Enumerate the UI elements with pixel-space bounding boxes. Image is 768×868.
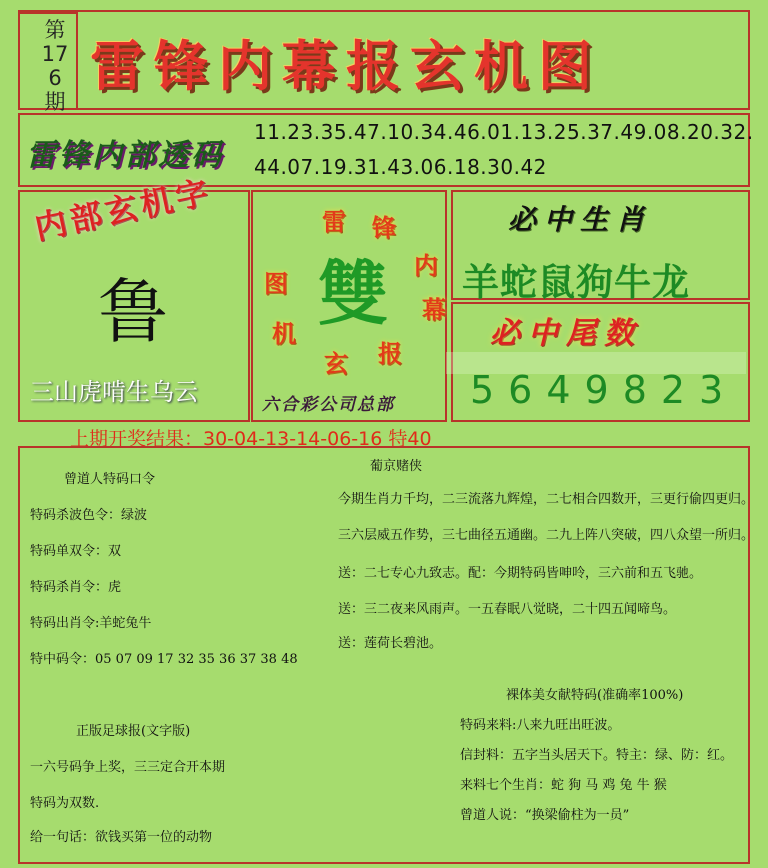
right-heading: 葡京赌侠 <box>370 459 423 474</box>
left-heading: 曾道人特码口令 <box>64 472 156 487</box>
left-item-3: 特码杀肖令：虎 <box>30 580 122 595</box>
beauty-line-1: 特码来料:八来九旺出旺波。 <box>460 718 621 733</box>
tail-title: 必中尾数 <box>490 316 642 351</box>
ring-center-char: 雙 <box>318 253 388 335</box>
zodiac-list: 羊蛇鼠狗牛龙 <box>462 261 690 304</box>
ring-footer: 六合彩公司总部 <box>262 395 395 415</box>
left-item-4: 特码出肖令:羊蛇兔牛 <box>30 616 152 631</box>
right-line-2: 三六层威五作势，三七曲径五通幽。二九上阵八突破，四八众望一所归。 <box>338 528 755 543</box>
beauty-line-3: 来料七个生肖：蛇 狗 马 鸡 兔 牛 猴 <box>460 778 667 793</box>
right-line-4: 送：三二夜来风雨声。一五春眠八觉晓，二十四五闻啼鸟。 <box>338 602 677 617</box>
right-line-3: 送：二七专心九致志。配：今期特码皆呻呤，三六前和五飞驰。 <box>338 566 703 581</box>
ring-char-2: 锋 <box>372 213 396 242</box>
beauty-line-2: 信封料：五字当头居天下。特主：绿、防：红。 <box>460 748 734 763</box>
tail-list: 5649823 <box>470 368 738 412</box>
beauty-heading: 裸体美女献特码(准确率100%) <box>506 688 684 703</box>
issue-label: 第176期 <box>41 18 69 114</box>
numbers-label: 雷锋内部透码 <box>26 138 224 173</box>
left-item-2: 特码单双令：双 <box>30 544 122 559</box>
numbers-line-1: 11.23.35.47.10.34.46.01.13.25.37.49.08.20.32. <box>254 120 754 144</box>
last-result: 上期开奖结果：30-04-13-14-06-16 特40 <box>70 428 432 450</box>
ring-char-1: 雷 <box>322 207 346 236</box>
xuanji-char: 鲁 <box>98 271 168 353</box>
right-line-5: 送：莲荷长碧池。 <box>338 636 443 651</box>
ring-char-3: 内 <box>414 251 438 280</box>
numbers-line-2: 44.07.19.31.43.06.18.30.42 <box>254 155 547 179</box>
beauty-line-4: 曾道人说：“换梁偷柱为一员” <box>460 808 630 823</box>
ring-char-6: 玄 <box>324 349 348 378</box>
right-line-1: 今期生肖力千均，二三流落九辉煌，二七相合四数开，三更行偷四更归。 <box>338 492 755 507</box>
football-line-3: 给一句话：欲钱买第一位的动物 <box>30 830 213 845</box>
page-title: 雷锋内幕报玄机图 <box>90 34 602 98</box>
football-heading: 正版足球报(文字版) <box>76 724 191 739</box>
xuanji-title: 内部玄机字 <box>31 172 216 248</box>
football-line-1: 一六号码争上奖，三三定合开本期 <box>30 760 226 775</box>
left-item-1: 特码杀波色令：绿波 <box>30 508 148 523</box>
ring-char-4: 幕 <box>422 295 446 324</box>
left-item-5: 特中码令：05 07 09 17 32 35 36 37 38 48 <box>30 652 298 667</box>
football-line-2: 特码为双数. <box>30 796 100 811</box>
ring-char-8: 图 <box>264 269 288 298</box>
ring-char-7: 机 <box>272 319 296 348</box>
xuanji-verse: 三山虎啃生乌云 <box>30 378 198 406</box>
ring-char-5: 报 <box>378 339 402 368</box>
zodiac-title: 必中生肖 <box>508 203 653 236</box>
